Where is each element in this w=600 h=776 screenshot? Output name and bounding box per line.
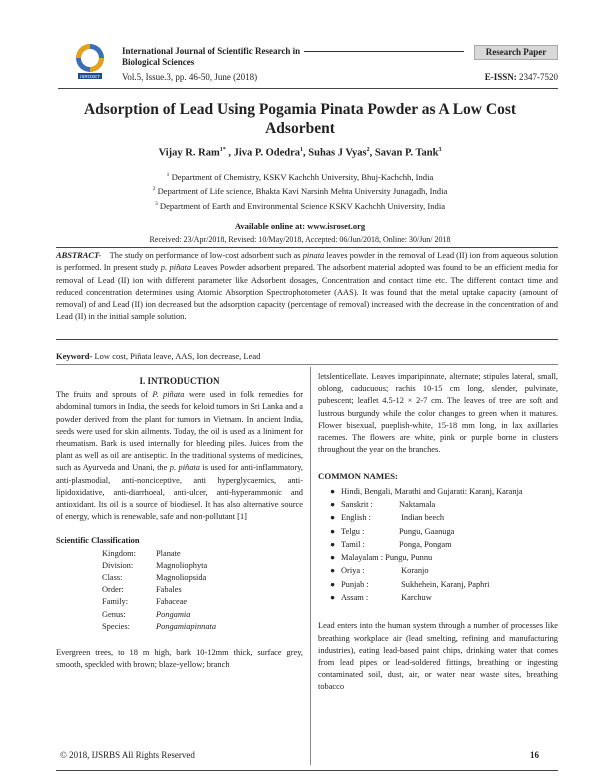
affiliation-item: $^1$ Department of Chemistry, KSKV Kachchh University, Bhuj-Kachchh, India [166, 171, 434, 182]
svg-text:ISROSET: ISROSET [80, 74, 100, 79]
affiliation-item: $^2$ Department of Life science, Bhakta Kavi Narsinh Mehta University Junagadh, India [152, 186, 448, 197]
paper-title: Adsorption of Lead Using Pogamia Pinata Powder as A Low Cost Adsorbent [83, 101, 517, 137]
page-number: 16 [530, 750, 539, 760]
classification-table [102, 548, 216, 633]
affiliation-item: $^3$ Department of Earth and Environmental Science KSKV Kachchh University, India [154, 200, 446, 211]
abstract-bottom-rule [56, 339, 558, 340]
table-row: Species: Pongamiapinnata [102, 621, 217, 631]
intro-paragraph: The fruits and sprouts of P. piñata were used in folk remedies for abdominal tumors in India, the seeds for keloid tumors in Sri Lanka and a powder derived from the plant for tumors in Vietnam. In ancient India, seeds were used for skin ailments. Today, the oil is used as a liniment for rheumatism. Bark is used internally for bleeding piles. Juices from the plant as well as oil are antiseptic. In the traditional systems of medicines, such as Ayurveda and Unani, the p. piñata is used for anti-inflammatory, anti-plasmodial, anti-nonciceptive, anti hyperglycaemics, anti-lipidoxidative, anti-diarrhoeal, anti-ulcer, anti-hyperammonic and antioxidant. Its oil is a source of biodiesel. It has also alternative source of energy, which is renewable, safe and non-pollutant [1] [56, 390, 304, 522]
section-heading-introduction: I. INTRODUCTION [139, 376, 220, 386]
list-item: ● English : Indian beech [330, 513, 445, 523]
table-row: Genus: Pongamia [102, 609, 191, 619]
common-names-heading: COMMON NAMES: [318, 471, 398, 482]
table-row: Kingdom: Planate [102, 548, 181, 558]
journal-name: International Journal of Scientific Research in Biological Sciences [122, 46, 482, 68]
description-paragraph: Evergreen trees, to 18 m high, bark 10-12mm thick, surface grey, smooth, speckled with brown; blaze-yellow; branch [56, 648, 303, 670]
left-column [56, 371, 303, 671]
copyright: © 2018, IJSRBS All Rights Reserved [60, 750, 195, 760]
table-row: Class: Magnoliopsida [102, 573, 207, 583]
available-online: Available online at: www.isroset.org [234, 221, 366, 231]
common-names-list [330, 485, 558, 605]
paper-type-badge: Research Paper [474, 45, 558, 60]
list-item: ● Oriya : Koranjo [330, 566, 429, 576]
classification-heading: Scientific Classification [56, 536, 140, 546]
abstract: ABSTRACT- The study on performance of low-cost adsorbent such as pinata leaves powder in the removal of Lead (II) ion from aqueous solution is performed. In present study p. piñata Leaves Powder adsorbent prepared. The adsorbent material adopted was found to be an efficient media for removal of Lead (II) ion with different parameter like Adsorbent dosages, Concentration and contact time etc. The different contact time and reduced concentration determines using Atomic Absorption Spectrophotometer (AAS). It was found that the metal uptake capacity (amount of removal) of and Lead (II) ion decreased but the adsorption capacity (percentage of removal) increased with the decrease in the concentration of and Lead (II) in the initial sample solution. [56, 250, 558, 322]
eissn: E-ISSN: 2347-7520 [484, 72, 558, 82]
volume-info: Vol.5, Issue.3, pp. 46-50, June (2018) [122, 72, 258, 82]
keywords-rule [56, 364, 558, 365]
header-divider [58, 88, 558, 89]
keywords: Keyword- Low cost, Piñata leave, AAS, Ion decrease, Lead [56, 351, 261, 361]
abstract-top-rule [56, 247, 558, 248]
lead-paragraph: Lead enters into the human system through a number of processes like breathing workplace air (lead smelting, refining and manufacturing industries), eating lead-based paint chips, drinking water that comes from lead pipes or lead-soldered fittings, breathing or ingesting contaminated soil, dust, air, or water near waste sites, breathing tobacco [318, 621, 558, 692]
list-item: ● Telgu : Pungu, Gaanuga [330, 526, 455, 536]
affiliations [70, 169, 530, 212]
column-divider [310, 367, 311, 765]
journal-logo-icon [68, 40, 112, 80]
list-item: ● Sanskrit : Naktamala [330, 499, 436, 509]
received-dates: Received: 23/Apr/2018, Revised: 10/May/2018, Accepted: 06/Jun/2018, Online: 30/Jun/ 2018 [149, 235, 451, 244]
table-row: Family: Fabaceae [102, 597, 188, 607]
description-continued: letslenticellate. Leaves imparipinnate, alternate; stipules lateral, small, oblong, caducuous; rachis 10-15 cm long, slender, pulvinate, pubescent; leaflet 4.5-12 × 2-7 cm. The leaves of tree are soft and lustrous burgundy while the color changes to green when it matures. Flower bisexual, pueplish-white, 15-18 mm long, in lax axillaries racemes. The flowers are white, pink or purple borne in clusters throughout the year on the branches. [318, 372, 558, 455]
list-item: ● Malayalam : Pungu, Punnu [330, 553, 433, 563]
author-list: Vijay R. Ram$^{1*}$ , Jiva P. Odedra$^1$, Suhas J Vyas$^2$, Savan P. Tank$^3$ [158, 147, 442, 159]
table-row: Division: Magnoliophyta [102, 560, 208, 570]
footer-rule [56, 770, 558, 771]
list-item: ● Assam : Karchuw [330, 593, 432, 602]
table-row: Order: Fabales [102, 585, 182, 595]
list-item: ● Punjab : Sukhehein, Karanj, Paphri [330, 579, 490, 589]
list-item: ● Hindi, Bengali, Marathi and Gujarati: Karanj, Karanja [330, 486, 523, 496]
list-item: ● Tamil : Ponga, Pongam [330, 539, 452, 549]
right-column [318, 371, 558, 694]
